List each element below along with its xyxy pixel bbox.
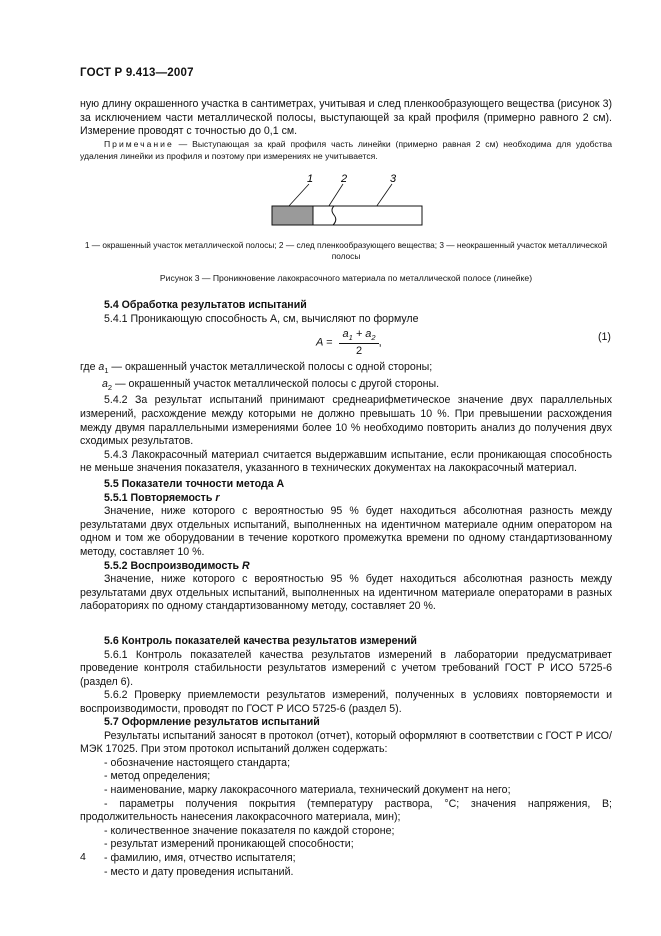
list-item: - количественное значение показателя по каждой стороне; xyxy=(104,824,395,837)
section-5-5-title: 5.5 Показатели точности метода А xyxy=(104,478,285,490)
para-5-7: Результаты испытаний заносят в протокол (отчет), который оформляют в соответствии с ГОСТ Р ИСО/МЭК 17025. При этом протокол испытаний должен содержать: xyxy=(80,729,612,756)
para-5-5-1: Значение, ниже которого с вероятностью 95 % будет находиться абсолютная разность между результатами двух отдельных испытаний, выполненных на идентичном материале одним оператором на одном и том же оборудовании в течение короткого промежутка времени по одному стандартизованному методу, составляет 10 %. xyxy=(80,505,612,558)
document-header: ГОСТ Р 9.413—2007 xyxy=(80,67,194,79)
list-item: - метод определения; xyxy=(104,770,211,783)
para-5-4-2: 5.4.2 За результат испытаний принимают среднеарифметическое значение двух параллельных измерений, расхождение между которыми не должно превышать 10 %. При превышении расхождения между двумя параллельными измерениями более 10 % необходимо повторить анализ до получения двух сходимых результатов. xyxy=(80,394,612,448)
leader-line-1 xyxy=(288,184,309,207)
section-5-7-title: 5.7 Оформление результатов испытаний xyxy=(104,716,320,728)
figure-legend: 1 — окрашенный участок металлической полосы; 2 — след пленкообразующего вещества; 3 — неокрашенный участок металлической полосы xyxy=(84,240,608,261)
para-5-4-1: 5.4.1 Проникающую способность А, см, вычисляют по формуле xyxy=(104,312,419,325)
formula-1: A = $\frac{a_1 + a_2}{2}$ , xyxy=(316,328,382,358)
formula-fraction xyxy=(339,328,378,357)
formula-denominator: 2 xyxy=(355,345,363,358)
where-line-2: $a_2$ — окрашенный участок металлической полосы с другой стороны. xyxy=(102,377,440,392)
note-label: Примечание xyxy=(104,139,174,149)
section-5-4 xyxy=(80,299,612,326)
figure-label-3: 3 xyxy=(390,173,397,185)
formula-explanation xyxy=(80,361,612,476)
note-text: — Выступающая за край профиля часть линейки (примерно равная 2 см) необходима для удобства удаления линейки из профиля и поэтому при измерениях не учитывается. xyxy=(80,139,612,161)
section-5-4-title: 5.4 Обработка результатов испытаний xyxy=(104,299,307,311)
page-number: 4 xyxy=(80,851,86,863)
para-5-6-1: 5.6.1 Контроль показателей качества результатов измерений в лаборатории предусматривает проведение контроля стабильности результатов измерений с учетом требований ГОСТ Р ИСО 5725-6 (раздел 6). xyxy=(80,648,612,688)
list-item: - обозначение настоящего стандарта; xyxy=(104,756,291,769)
note-paragraph xyxy=(80,138,612,162)
subsection-5-5-2-title: 5.5.2 Воспроизводимость R xyxy=(104,559,250,572)
list-item: - наименование, марку лакокрасочного материала, технический документ на него; xyxy=(104,783,511,796)
section-5-6 xyxy=(80,635,612,717)
para-5-4-3: 5.4.3 Лакокрасочный материал считается выдержавшим испытание, если проникающая способность не меньше значения показателя, указанного в технических документах на лакокрасочный материал. xyxy=(80,448,612,475)
list-item: - результат измерений проникающей способности; xyxy=(104,838,354,851)
painted-section xyxy=(272,206,313,225)
formula-numerator: $a_1 + a_2$ xyxy=(339,328,378,344)
para-5-6-2: 5.6.2 Проверку приемлемости результатов измерений, полученных в условиях повторяемости и воспроизводимости, проводят по ГОСТ Р ИСО 5725-6 (раздел 5). xyxy=(80,689,612,715)
intro-paragraph xyxy=(80,98,612,139)
figure-label-1: 1 xyxy=(307,173,314,185)
formula-comma: , xyxy=(378,336,382,349)
figure-label-2: 2 xyxy=(341,173,348,185)
figure-3-diagram xyxy=(268,172,428,234)
figure-caption: Рисунок 3 — Проникновение лакокрасочного материала по металлической полосе (линейке) xyxy=(159,273,533,283)
list-item: - параметры получения покрытия (температуру раствора, °C; значения напряжения, В; продолжительность нанесения лакокрасочного материала, мин); xyxy=(80,797,612,824)
section-5-6-title: 5.6 Контроль показателей качества результатов измерений xyxy=(104,635,417,647)
list-item: - фамилию, имя, отчество испытателя; xyxy=(104,851,296,864)
section-5-7 xyxy=(80,716,612,879)
section-5-5 xyxy=(80,478,612,614)
subsection-5-5-1-title: 5.5.1 Повторяемость r xyxy=(104,491,220,504)
list-item: - место и дату проведения испытаний. xyxy=(104,865,294,878)
para-5-5-2: Значение, ниже которого с вероятностью 95 % будет находиться абсолютная разность между результатами двух отдельных испытаний, выполненных на идентичном материале операторами в разных лабораториях по одному стандартизованному методу, составляет 20 %. xyxy=(80,573,612,613)
equation-number: (1) xyxy=(598,331,611,343)
intro-text: ную длину окрашенного участка в сантиметрах, учитывая и след пленкообразующего вещества (рисунок 3) за исключением части металлической полосы, выступающей за край профиля (примерно равного 2 см). Измерение проводят с точностью до 0,1 см. xyxy=(80,98,612,138)
where-line-1: где $a_1$ — окрашенный участок металлической полосы с одной стороны; xyxy=(80,361,433,376)
